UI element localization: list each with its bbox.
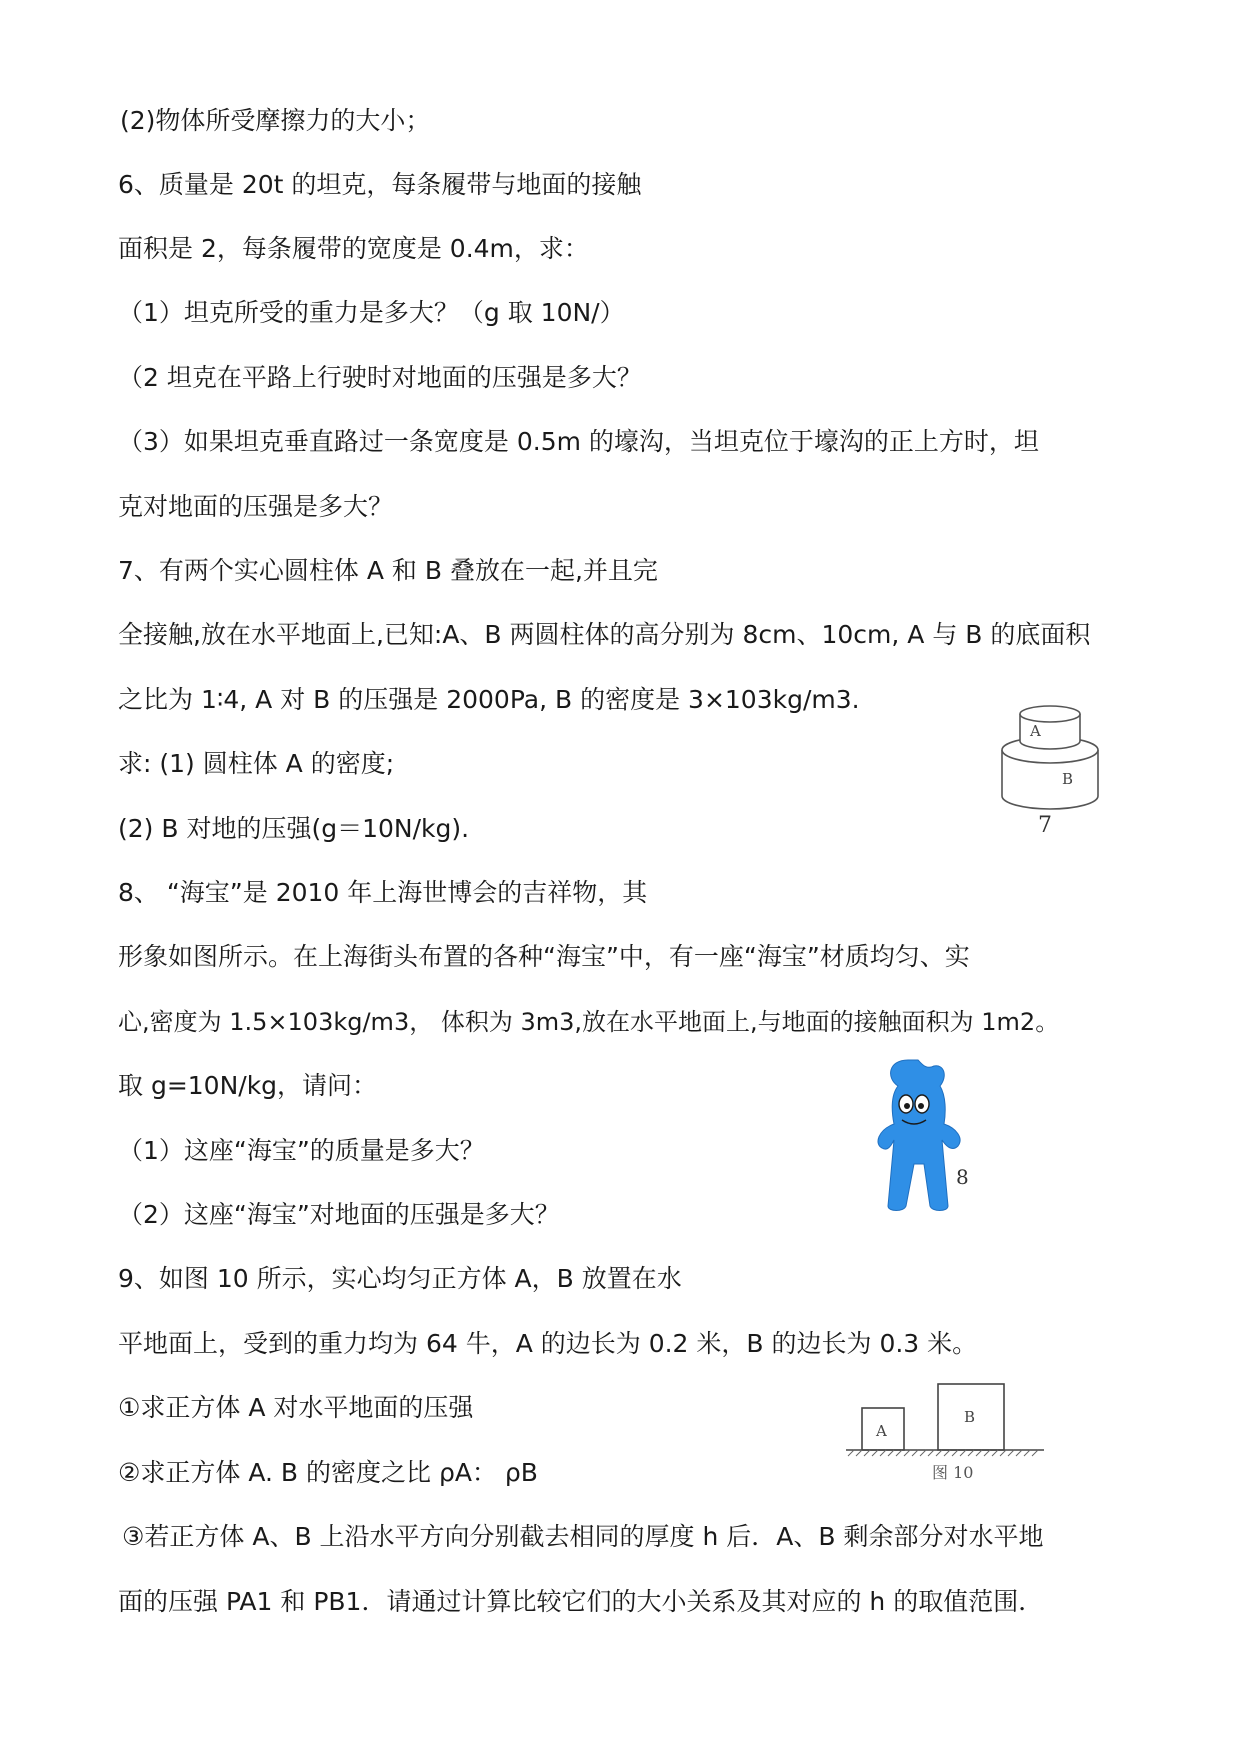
cylinder-b-label: B (1062, 770, 1074, 788)
question-8-line-3: 心,密度为 1.5×103kg/m3， 体积为 3m3,放在水平地面上,与地面的接触面积为 1m2。 (118, 1008, 1060, 1036)
figure-7-cylinders (996, 696, 1106, 838)
text-line-1: (2)物体所受摩擦力的大小； (120, 106, 431, 135)
question-9-part-3-line-1: ③若正方体 A、B 上沿水平方向分别截去相同的厚度 h 后．A、B 剩余部分对水平地 (122, 1522, 1044, 1551)
figure-10-cubes (838, 1378, 1056, 1500)
question-7-part-2: (2) B 对地的压强(g＝10N/kg). (118, 814, 470, 843)
question-8-part-1: （1）这座“海宝”的质量是多大？ (118, 1136, 485, 1165)
cylinder-a-top (1020, 706, 1080, 722)
question-9-line-1: 9、如图 10 所示，实心均匀正方体 A，B 放置在水 (118, 1264, 682, 1293)
cube-a-label: A (876, 1422, 887, 1440)
question-8-line-1: 8、 “海宝”是 2010 年上海世博会的吉祥物，其 (118, 878, 648, 907)
haibao-icon (878, 1060, 960, 1211)
ground-hatching (848, 1450, 1038, 1456)
cylinder-a-label: A (1030, 722, 1041, 740)
figure-10-caption: 图 10 (932, 1463, 974, 1482)
question-7-line-1: 7、有两个实心圆柱体 A 和 B 叠放在一起,并且完 (118, 556, 658, 585)
question-6-part-3-line-1: （3）如果坦克垂直路过一条宽度是 0.5m 的壕沟，当坦克位于壕沟的正上方时，坦 (118, 427, 1039, 456)
question-8-line-2: 形象如图所示。在上海街头布置的各种“海宝”中，有一座“海宝”材质均匀、实 (118, 942, 970, 971)
question-7-part-1: 求: (1) 圆柱体 A 的密度; (118, 749, 395, 778)
question-9-part-3-line-2: 面的压强 PA1 和 PB1．请通过计算比较它们的大小关系及其对应的 h 的取值范围． (118, 1587, 1044, 1616)
question-9-part-1: ①求正方体 A 对水平地面的压强 (118, 1393, 474, 1422)
question-8-line-4: 取 g=10N/kg，请问： (118, 1071, 378, 1100)
question-9-line-2: 平地面上，受到的重力均为 64 牛，A 的边长为 0.2 米，B 的边长为 0.3 米。 (118, 1329, 978, 1358)
question-6-part-2: （2 坦克在平路上行驶时对地面的压强是多大？ (118, 363, 642, 392)
question-6-line-2: 面积是 2，每条履带的宽度是 0.4m，求： (118, 234, 589, 263)
question-8-part-2: （2）这座“海宝”对地面的压强是多大？ (118, 1200, 560, 1229)
figure-7-caption: 7 (1038, 813, 1052, 838)
question-6-line-1: 6、质量是 20t 的坦克，每条履带与地面的接触 (118, 170, 642, 199)
question-6-part-1: （1）坦克所受的重力是多大？（g 取 10N/） (118, 298, 625, 327)
question-7-line-2: 全接触,放在水平地面上,已知:A、B 两圆柱体的高分别为 8cm、10cm, A 与 B 的底面积 (118, 620, 1091, 649)
figure-8-caption: 8 (956, 1165, 969, 1189)
question-6-part-3-line-2: 克对地面的压强是多大？ (118, 492, 394, 521)
cube-b-label: B (964, 1408, 976, 1426)
figure-8-haibao-mascot (868, 1056, 978, 1216)
question-9-part-2: ②求正方体 A. B 的密度之比 ρA： ρB (118, 1458, 538, 1487)
question-7-line-3: 之比为 1∶4, A 对 B 的压强是 2000Pa, B 的密度是 3×103kg/m3. (118, 685, 860, 714)
